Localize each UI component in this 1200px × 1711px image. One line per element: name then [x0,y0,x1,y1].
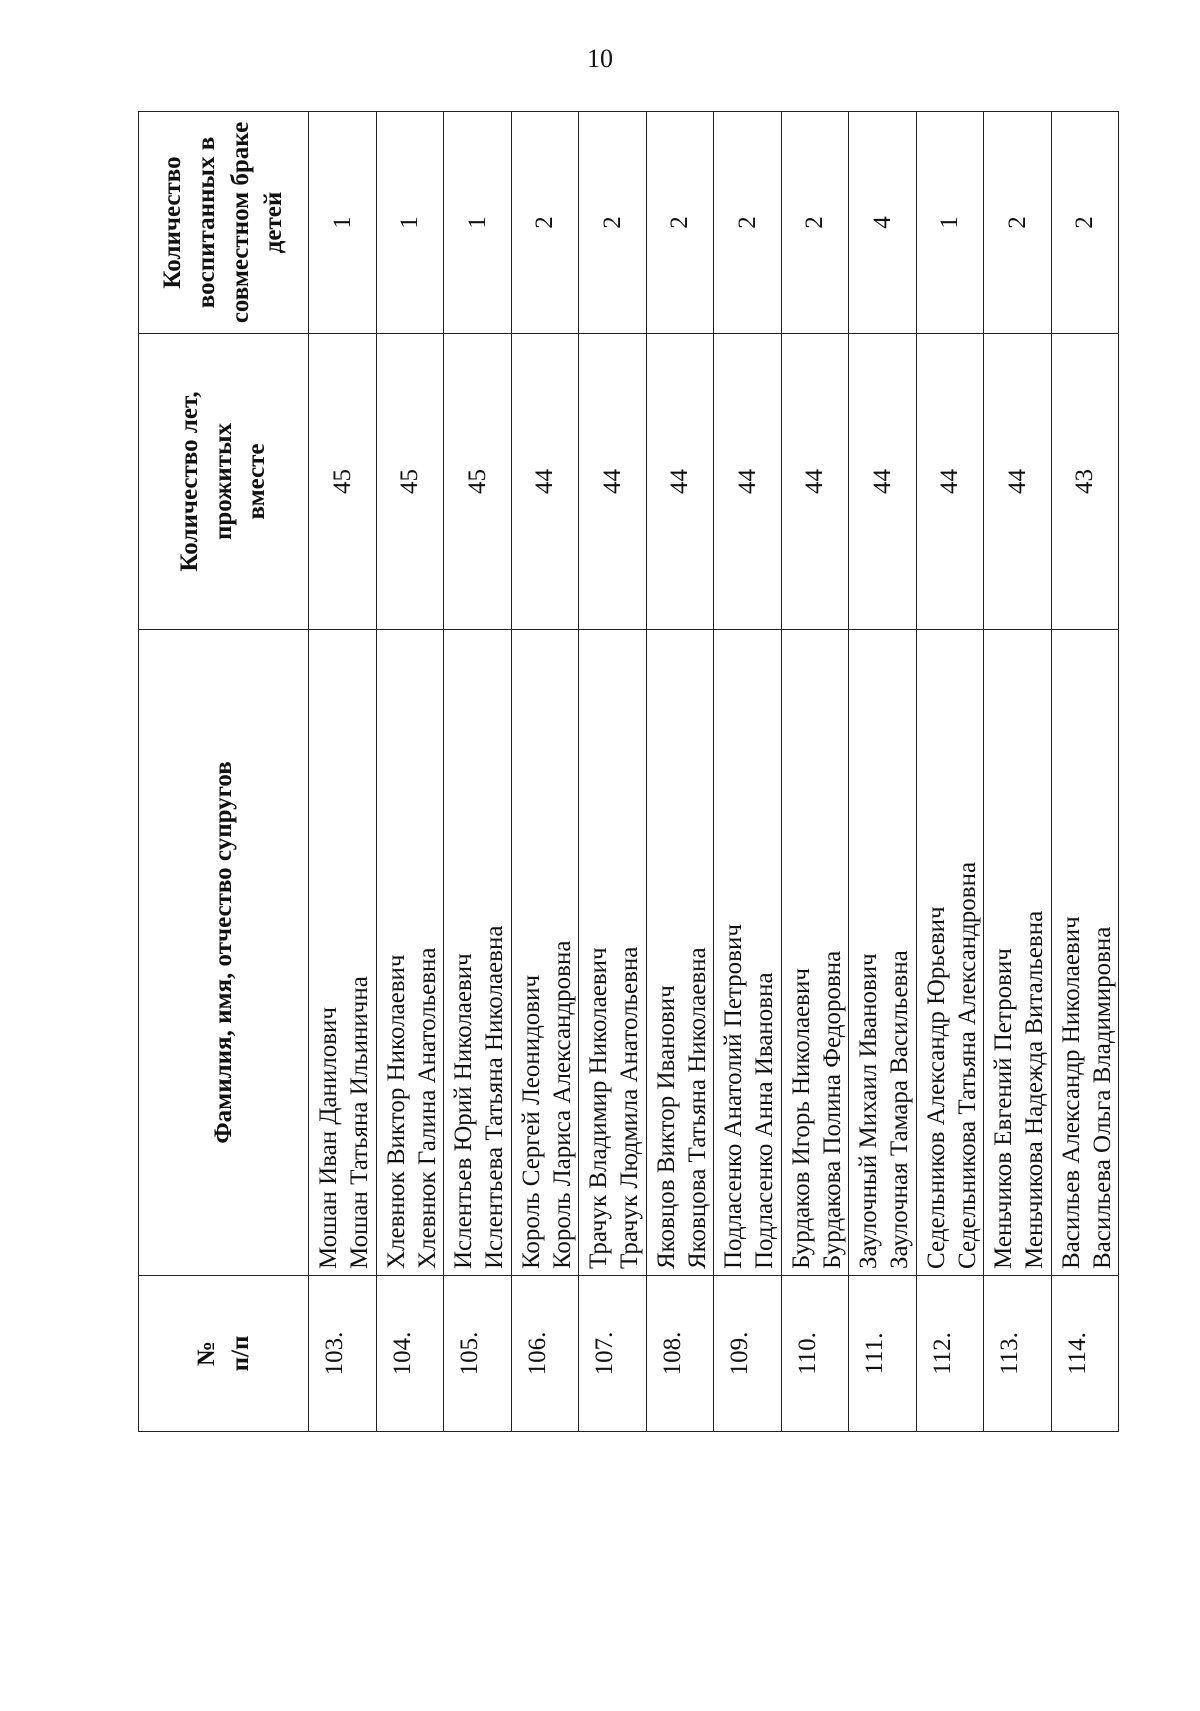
table-row [511,112,579,1432]
wife-name: Яковцова Татьяна Николаевна [683,947,711,1269]
spouse-names [646,630,714,1276]
years-together: 44 [916,334,984,630]
children-count: 2 [511,112,579,334]
wife-name: Заулочная Тамара Васильевна [886,950,914,1269]
husband-name: Король Сергей Леонидович [517,974,545,1269]
table-row [646,112,714,1432]
children-count: 2 [1051,112,1119,334]
children-count: 4 [849,112,917,334]
spouse-names [1051,630,1119,1276]
wife-name: Седельникова Татьяна Александровна [953,861,981,1269]
children-count: 2 [984,112,1052,334]
children-count: 2 [714,112,782,334]
row-number: 113. [984,1276,1052,1432]
rotated-table-container [138,112,1116,1432]
husband-name: Хлевнюк Виктор Николаевич [382,954,410,1269]
header-children: Количество воспитанных в совместном браке детей [139,112,309,334]
table-row [714,112,782,1432]
spouse-names [781,630,849,1276]
years-together: 44 [511,334,579,630]
table-row [579,112,647,1432]
children-count: 1 [444,112,512,334]
children-count: 2 [781,112,849,334]
header-num: № п/п [139,1276,309,1432]
years-together: 43 [1051,334,1119,630]
years-together: 45 [376,334,444,630]
children-count: 1 [309,112,377,334]
years-together: 44 [849,334,917,630]
table-row [849,112,917,1432]
row-number: 104. [376,1276,444,1432]
husband-name: Мошан Иван Данилович [315,1007,342,1269]
row-number: 112. [916,1276,984,1432]
husband-name: Трачук Владимир Николаевич [585,947,612,1269]
husband-name: Ислентьев Юрий Николаевич [450,953,477,1269]
children-count: 2 [579,112,647,334]
row-number: 107. [579,1276,647,1432]
table-row [444,112,512,1432]
wife-name: Ислентьева Татьяна Николаевна [481,925,509,1269]
wife-name: Мошан Татьяна Ильинична [346,976,374,1269]
husband-name: Седельников Александр Юрьевич [922,906,950,1269]
table-row [376,112,444,1432]
wife-name: Трачук Людмила Анатольевна [616,946,644,1269]
spouse-names [376,630,444,1276]
table-row [916,112,984,1432]
header-names: Фамилия, имя, отчество супругов [139,630,309,1276]
spouse-names [849,630,917,1276]
years-together: 44 [714,334,782,630]
table-row [309,112,377,1432]
row-number: 105. [444,1276,512,1432]
header-years: Количество лет, прожитых вместе [139,334,309,630]
wife-name: Хлевнюк Галина Анатольевна [413,947,441,1269]
row-number: 111. [849,1276,917,1432]
husband-name: Заулочный Михаил Иванович [855,953,882,1269]
years-together: 44 [984,334,1052,630]
spouses-table [138,111,1119,1432]
row-number: 114. [1051,1276,1119,1432]
wife-name: Меньчикова Надежда Витальевна [1021,910,1049,1269]
spouse-names [714,630,782,1276]
row-number: 103. [309,1276,377,1432]
years-together: 45 [444,334,512,630]
spouse-names [984,630,1052,1276]
years-together: 44 [579,334,647,630]
years-together: 44 [781,334,849,630]
spouse-names [444,630,512,1276]
husband-name: Меньчиков Евгений Петрович [990,948,1017,1269]
row-number: 108. [646,1276,714,1432]
children-count: 1 [376,112,444,334]
row-number: 110. [781,1276,849,1432]
row-number: 109. [714,1276,782,1432]
children-count: 2 [646,112,714,334]
spouse-names [579,630,647,1276]
husband-name: Бурдаков Игорь Николаевич [787,968,815,1269]
children-count: 1 [916,112,984,334]
years-together: 45 [309,334,377,630]
husband-name: Подласенко Анатолий Петрович [720,924,747,1269]
spouse-names [511,630,579,1276]
table-row [1051,112,1119,1432]
table-row [781,112,849,1432]
spouse-names [309,630,377,1276]
table-header-row [139,112,309,1432]
row-number: 106. [511,1276,579,1432]
wife-name: Король Лариса Александровна [548,940,576,1269]
husband-name: Васильев Александр Николаевич [1057,916,1085,1269]
page-number: 10 [587,44,613,73]
husband-name: Яковцов Виктор Иванович [652,985,680,1269]
wife-name: Васильева Ольга Владимировна [1088,926,1116,1269]
wife-name: Бурдакова Полина Федоровна [818,950,846,1269]
wife-name: Подласенко Анна Ивановна [751,972,779,1269]
years-together: 44 [646,334,714,630]
spouse-names [916,630,984,1276]
table-row [984,112,1052,1432]
